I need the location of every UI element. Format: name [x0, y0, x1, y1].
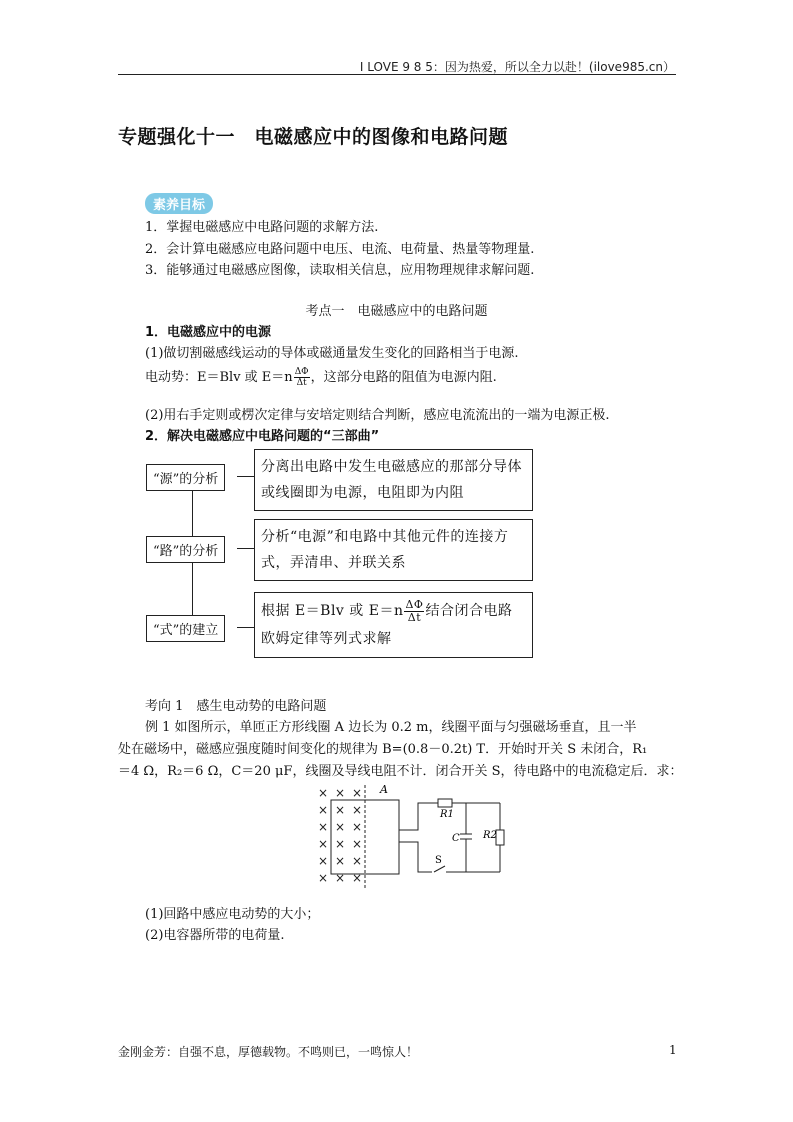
flow-step3-line2: 欧姆定律等列式求解 — [261, 631, 392, 647]
emf-denominator: Δt — [296, 378, 307, 388]
flow-step3-post: 结合闭合电路 — [425, 603, 513, 619]
flow-step1-text: 分离出电路中发生电磁感应的那部分导体或线圈即为电源，电阻即为内阻 — [254, 449, 533, 511]
r2-label: R2 — [483, 830, 497, 841]
field-cross: × — [352, 786, 363, 800]
header-text: I LOVE 9 8 5：因为热爱，所以全力以赴！(ilove985.cn） — [359, 60, 675, 74]
goal-item-3: 3．能够通过电磁感应图像，读取相关信息，应用物理规律求解问题. — [145, 263, 535, 278]
field-cross: × — [352, 871, 363, 885]
section1-heading: 考点一 电磁感应中的电路问题 — [305, 304, 488, 319]
question-2: (2)电容器所带的电荷量. — [145, 928, 285, 943]
example-heading: 考向 1 感生电动势的电路问题 — [145, 699, 327, 714]
resistor-r1 — [438, 799, 452, 807]
flow-step3-fraction — [404, 599, 424, 624]
flow-step3-label: “式”的建立 — [146, 615, 225, 642]
field-cross: × — [335, 854, 346, 868]
c-label: C — [452, 833, 460, 844]
page-title: 专题强化十一 电磁感应中的图像和电路问题 — [118, 126, 509, 148]
field-cross: × — [352, 837, 363, 851]
r1-label: R1 — [440, 809, 454, 820]
field-cross: × — [335, 786, 346, 800]
field-cross: × — [335, 820, 346, 834]
magnetic-field-crosses — [318, 786, 362, 885]
wire-bottom — [399, 842, 500, 872]
example-line3: ＝4 Ω，R₂＝6 Ω，C＝20 μF，线圈及导线电阻不计．闭合开关 S，待电路中的电流稳定后．求： — [118, 764, 683, 779]
section1-sub2: 2．解决电磁感应中电路问题的“三部曲” — [145, 429, 380, 444]
field-cross: × — [318, 820, 329, 834]
flow-step2-label: “路”的分析 — [146, 536, 225, 563]
page-number: 1 — [669, 1043, 677, 1057]
field-cross: × — [335, 803, 346, 817]
flow-connector-1 — [237, 476, 254, 477]
flow-step3-text — [254, 592, 533, 658]
flow-connector-2 — [237, 548, 254, 549]
field-cross: × — [318, 871, 329, 885]
field-cross: × — [335, 837, 346, 851]
section1-p1: (1)做切割磁感线运动的导体或磁通量发生变化的回路相当于电源. — [145, 346, 519, 361]
flow-step3-denominator: Δt — [407, 610, 422, 624]
s-label: S — [435, 855, 442, 866]
field-cross: × — [352, 854, 363, 868]
goal-item-2: 2．会计算电磁感应电路问题中电压、电流、电荷量、热量等物理量. — [145, 242, 535, 257]
example-line2: 处在磁场中，磁感应强度随时间变化的规律为 B=(0.8－0.2t) T．开始时开关 S 未闭合，R₁ — [118, 742, 648, 757]
goals-badge: 素养目标 — [145, 193, 213, 214]
flow-step3-numerator: ΔΦ — [405, 597, 424, 611]
field-cross: × — [318, 786, 329, 800]
emf-numerator: ΔΦ — [294, 367, 309, 377]
coil-label: A — [380, 783, 388, 796]
flow-step3-pre: 根据 E＝Blv 或 E＝n — [261, 603, 404, 619]
goal-item-1: 1．掌握电磁感应中电路问题的求解方法. — [145, 220, 379, 235]
section1-sub1: 1．电磁感应中的电源 — [145, 325, 272, 340]
field-cross: × — [318, 837, 329, 851]
field-cross: × — [352, 820, 363, 834]
field-cross: × — [318, 803, 329, 817]
question-1: (1)回路中感应电动势的大小； — [145, 907, 320, 922]
flow-connector-3 — [237, 627, 254, 628]
emf-formula — [145, 366, 497, 388]
field-cross: × — [352, 803, 363, 817]
emf-suffix: ，这部分电路的阻值为电源内阻. — [310, 370, 497, 385]
resistor-r2 — [496, 830, 504, 845]
header-rule — [118, 74, 676, 75]
emf-fraction — [294, 367, 310, 388]
flow-step2-text: 分析“电源”和电路中其他元件的连接方式，弄清串、并联关系 — [254, 519, 533, 581]
flow-step1-label: “源”的分析 — [146, 464, 225, 491]
circuit-figure — [300, 780, 530, 895]
example-line1: 例 1 如图所示，单匝正方形线圈 A 边长为 0.2 m，线圈平面与匀强磁场垂直，且一半 — [145, 720, 637, 735]
footer-motto: 金刚金芳：自强不息，厚德载物。不鸣则已，一鸣惊人！ — [118, 1045, 419, 1059]
section1-p2: (2)用右手定则或楞次定律与安培定则结合判断，感应电流流出的一端为电源正极. — [145, 408, 610, 423]
field-cross: × — [318, 854, 329, 868]
emf-prefix: 电动势：E＝Blv 或 E＝n — [145, 370, 293, 385]
field-cross: × — [335, 871, 346, 885]
